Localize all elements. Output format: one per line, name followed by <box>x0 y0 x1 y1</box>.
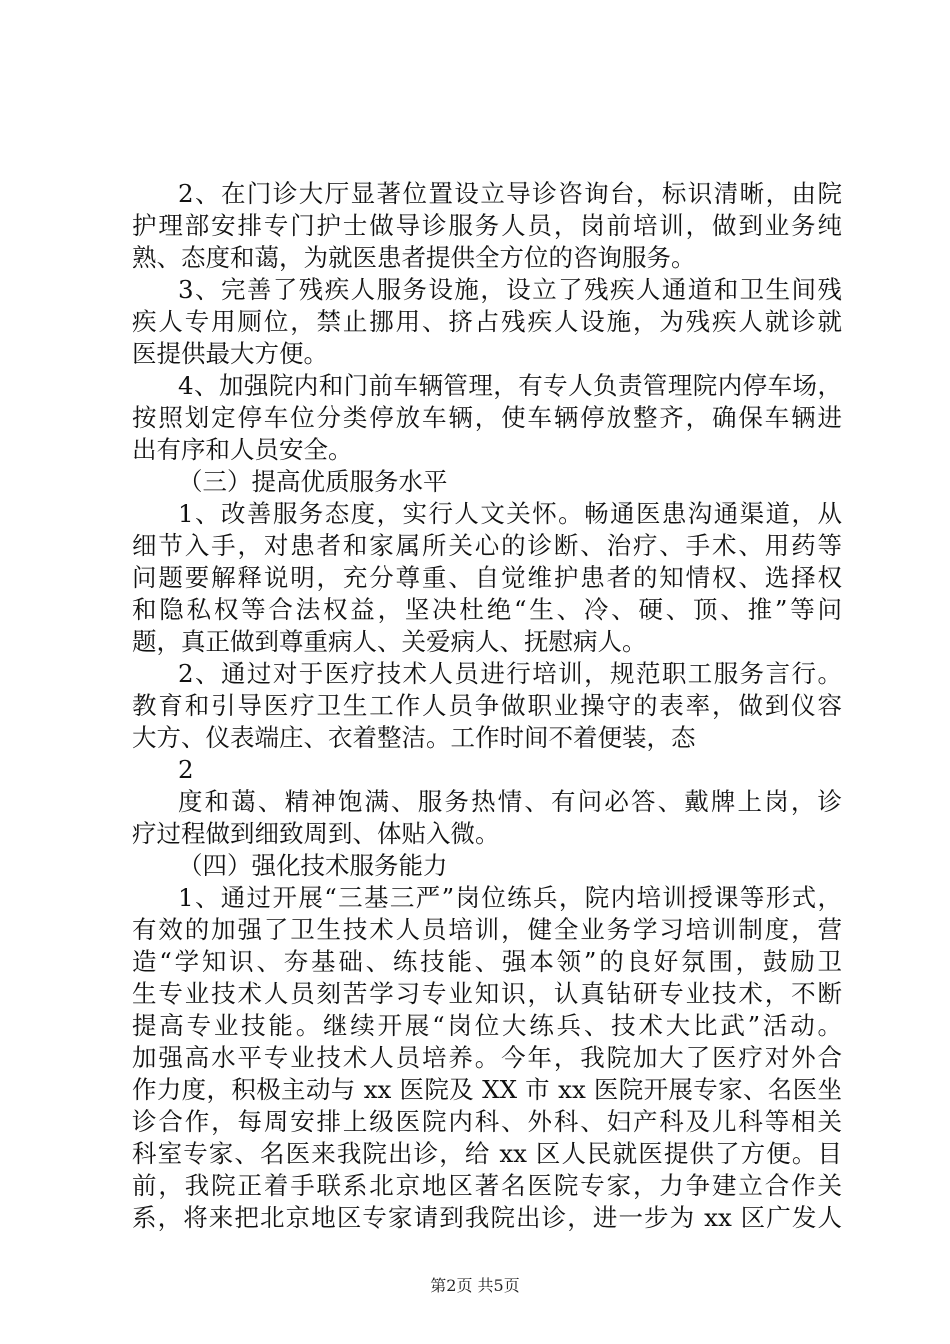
paragraph-line: 科室专家、名医来我院出诊，给 xx 区人民就医提供了方便。目 <box>132 1139 842 1168</box>
paragraph-line: 2、通过对于医疗技术人员进行培训，规范职工服务言行。 <box>178 659 842 688</box>
paragraph-line: 度和蔼、精神饱满、服务热情、有问必答、戴牌上岗，诊 <box>178 787 842 816</box>
paragraph-line: 出有序和人员安全。 <box>132 435 353 464</box>
paragraph-line: 大方、仪表端庄、衣着整洁。工作时间不着便装，态 <box>132 723 696 752</box>
section-heading: （三）提高优质服务水平 <box>178 467 448 496</box>
paragraph-line: 问题要解释说明，充分尊重、自觉维护患者的知情权、选择权 <box>132 563 842 592</box>
paragraph-line: 细节入手，对患者和家属所关心的诊断、治疗、手术、用药等 <box>132 531 842 560</box>
paragraph-line: 前，我院正着手联系北京地区著名医院专家，力争建立合作关 <box>132 1171 842 1200</box>
paragraph-line: 疾人专用厕位，禁止挪用、挤占残疾人设施，为残疾人就诊就 <box>132 307 842 336</box>
paragraph-line: 作力度，积极主动与 xx 医院及 XX 市 xx 医院开展专家、名医坐 <box>132 1075 842 1104</box>
paragraph-line: 造“学知识、夯基础、练技能、强本领”的良好氛围，鼓励卫 <box>132 947 842 976</box>
section-heading: （四）强化技术服务能力 <box>178 851 448 880</box>
paragraph-line: 2、在门诊大厅显著位置设立导诊咨询台，标识清晰，由院 <box>178 179 842 208</box>
paragraph-line: 护理部安排专门护士做导诊服务人员，岗前培训，做到业务纯 <box>132 211 842 240</box>
paragraph-line: 1、通过开展“三基三严”岗位练兵，院内培训授课等形式， <box>178 883 842 912</box>
paragraph-line: 加强高水平专业技术人员培养。今年，我院加大了医疗对外合 <box>132 1043 842 1072</box>
paragraph-line: 提高专业技能。继续开展“岗位大练兵、技术大比武”活动。 <box>132 1011 842 1040</box>
paragraph-line: 熟、态度和蔼，为就医患者提供全方位的咨询服务。 <box>132 243 696 272</box>
paragraph-line: 医提供最大方便。 <box>132 339 328 368</box>
paragraph-line: 系，将来把北京地区专家请到我院出诊，进一步为 xx 区广发人 <box>132 1203 842 1232</box>
paragraph-line: 题，真正做到尊重病人、关爱病人、抚慰病人。 <box>132 627 647 656</box>
paragraph-line: 和隐私权等合法权益，坚决杜绝“生、冷、硬、顶、推”等问 <box>132 595 842 624</box>
paragraph-line: 诊合作，每周安排上级医院内科、外科、妇产科及儿科等相关 <box>132 1107 842 1136</box>
paragraph-line: 生专业技术人员刻苦学习专业知识，认真钻研专业技术，不断 <box>132 979 842 1008</box>
paragraph-line: 3、完善了残疾人服务设施，设立了残疾人通道和卫生间残 <box>178 275 842 304</box>
paragraph-line: 教育和引导医疗卫生工作人员争做职业操守的表率，做到仪容 <box>132 691 842 720</box>
paragraph-line: 1、改善服务态度，实行人文关怀。畅通医患沟通渠道，从 <box>178 499 842 528</box>
paragraph-line: 疗过程做到细致周到、体贴入微。 <box>132 819 500 848</box>
page-footer: 第2页 共5页 <box>430 1276 520 1295</box>
paragraph-line: 按照划定停车位分类停放车辆，使车辆停放整齐，确保车辆进 <box>132 403 842 432</box>
paragraph-line: 4、加强院内和门前车辆管理，有专人负责管理院内停车场， <box>178 371 842 400</box>
inline-page-number: 2 <box>178 755 194 784</box>
paragraph-line: 有效的加强了卫生技术人员培训，健全业务学习培训制度，营 <box>132 915 842 944</box>
